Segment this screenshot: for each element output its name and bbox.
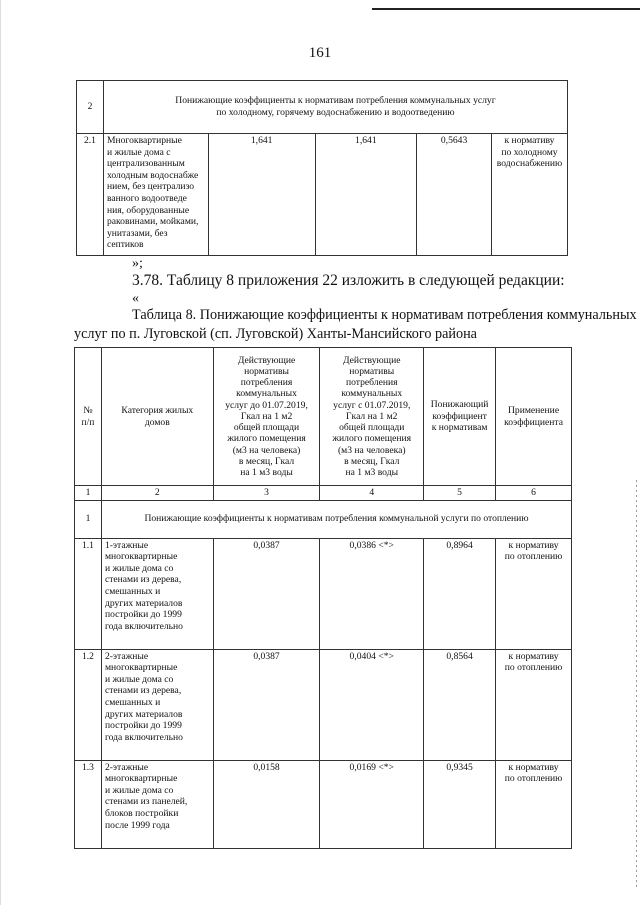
row-number: 1.2 <box>75 649 102 760</box>
header-application: Применение коэффициента <box>496 348 572 486</box>
row-value-before: 0,0387 <box>213 649 320 760</box>
table-row <box>75 649 572 760</box>
table-row <box>77 134 568 256</box>
section-title: Понижающие коэффициенты к нормативам потребления коммунальной услуги по отоплению <box>101 500 571 538</box>
column-number: 5 <box>424 486 496 501</box>
column-number: 2 <box>101 486 213 501</box>
row-application: к нормативу по отоплению <box>496 649 572 760</box>
header-before: Действующие нормативы потребления коммунальных услуг до 01.07.2019, Гкал на 1 м2 общей площади жилого помещения (м3 на человека) в месяц, Гкал на 1 м3 воды <box>213 348 320 486</box>
row-application: к нормативу по холодному водоснабжению <box>491 134 567 256</box>
header-row <box>75 348 572 486</box>
header-number: № п/п <box>75 348 102 486</box>
column-numbers-row <box>75 486 572 501</box>
row-value-before: 1,641 <box>208 134 315 256</box>
open-quote: « <box>132 291 139 306</box>
column-number: 3 <box>213 486 320 501</box>
table-title-line2: услуг по п. Луговской (сп. Луговской) Ханты-Мансийского района <box>74 326 477 342</box>
row-value-before: 0,0387 <box>213 538 320 649</box>
row-value-after: 0,0169 <*> <box>320 760 424 848</box>
top-rule <box>372 8 640 10</box>
row-value-after: 0,0386 <*> <box>320 538 424 649</box>
section-number: 2 <box>77 81 104 134</box>
row-coefficient: 0,5643 <box>417 134 492 256</box>
section-title: Понижающие коэффициенты к нормативам потребления коммунальных услуг по холодному, горячему водоснабжению и водоотведению <box>103 81 567 134</box>
row-category: 2-этажные многоквартирные и жилые дома со стенами из панелей, блоков постройки после 1999 года <box>101 760 213 848</box>
page-number: 161 <box>308 45 332 61</box>
clause-text: 3.78. Таблицу 8 приложения 22 изложить в следующей редакции: <box>132 272 565 289</box>
row-value-after: 0,0404 <*> <box>320 649 424 760</box>
table-title-line1: Таблица 8. Понижающие коэффициенты к нормативам потребления коммунальных <box>132 307 637 323</box>
section-number: 1 <box>75 500 102 538</box>
column-number: 1 <box>75 486 102 501</box>
row-number: 1.3 <box>75 760 102 848</box>
row-category: 2-этажные многоквартирные и жилые дома со стенами из дерева, смешанных и других материалов постройки до 1999 года включительно <box>101 649 213 760</box>
row-value-after: 1,641 <box>315 134 417 256</box>
row-number: 2.1 <box>77 134 104 256</box>
table-8 <box>74 347 572 849</box>
close-quote: »; <box>132 256 143 271</box>
table-row <box>75 538 572 649</box>
row-coefficient: 0,9345 <box>424 760 496 848</box>
header-category: Категория жилых домов <box>101 348 213 486</box>
previous-table <box>76 80 568 256</box>
header-coefficient: Понижающий коэффициент к нормативам <box>424 348 496 486</box>
scan-right-edge <box>636 480 637 890</box>
column-number: 6 <box>496 486 572 501</box>
row-coefficient: 0,8564 <box>424 649 496 760</box>
row-value-before: 0,0158 <box>213 760 320 848</box>
section-row <box>77 81 568 134</box>
row-category: 1-этажные многоквартирные и жилые дома со стенами из дерева, смешанных и других материалов постройки до 1999 года включительно <box>101 538 213 649</box>
header-after: Действующие нормативы потребления коммунальных услуг с 01.07.2019, Гкал на 1 м2 общей площади жилого помещения (м3 на человека) в месяц, Гкал на 1 м3 воды <box>320 348 424 486</box>
column-number: 4 <box>320 486 424 501</box>
row-application: к нормативу по отоплению <box>496 760 572 848</box>
table-row <box>75 760 572 848</box>
section-row <box>75 500 572 538</box>
row-category: Многоквартирные и жилые дома с централизованным холодным водоснабже нием, без централизо ванного водоотведе ния, оборудованные раковинами, мойками, унитазами, без септиков <box>103 134 208 256</box>
row-application: к нормативу по отоплению <box>496 538 572 649</box>
row-number: 1.1 <box>75 538 102 649</box>
row-coefficient: 0,8964 <box>424 538 496 649</box>
scan-left-edge <box>0 0 1 905</box>
